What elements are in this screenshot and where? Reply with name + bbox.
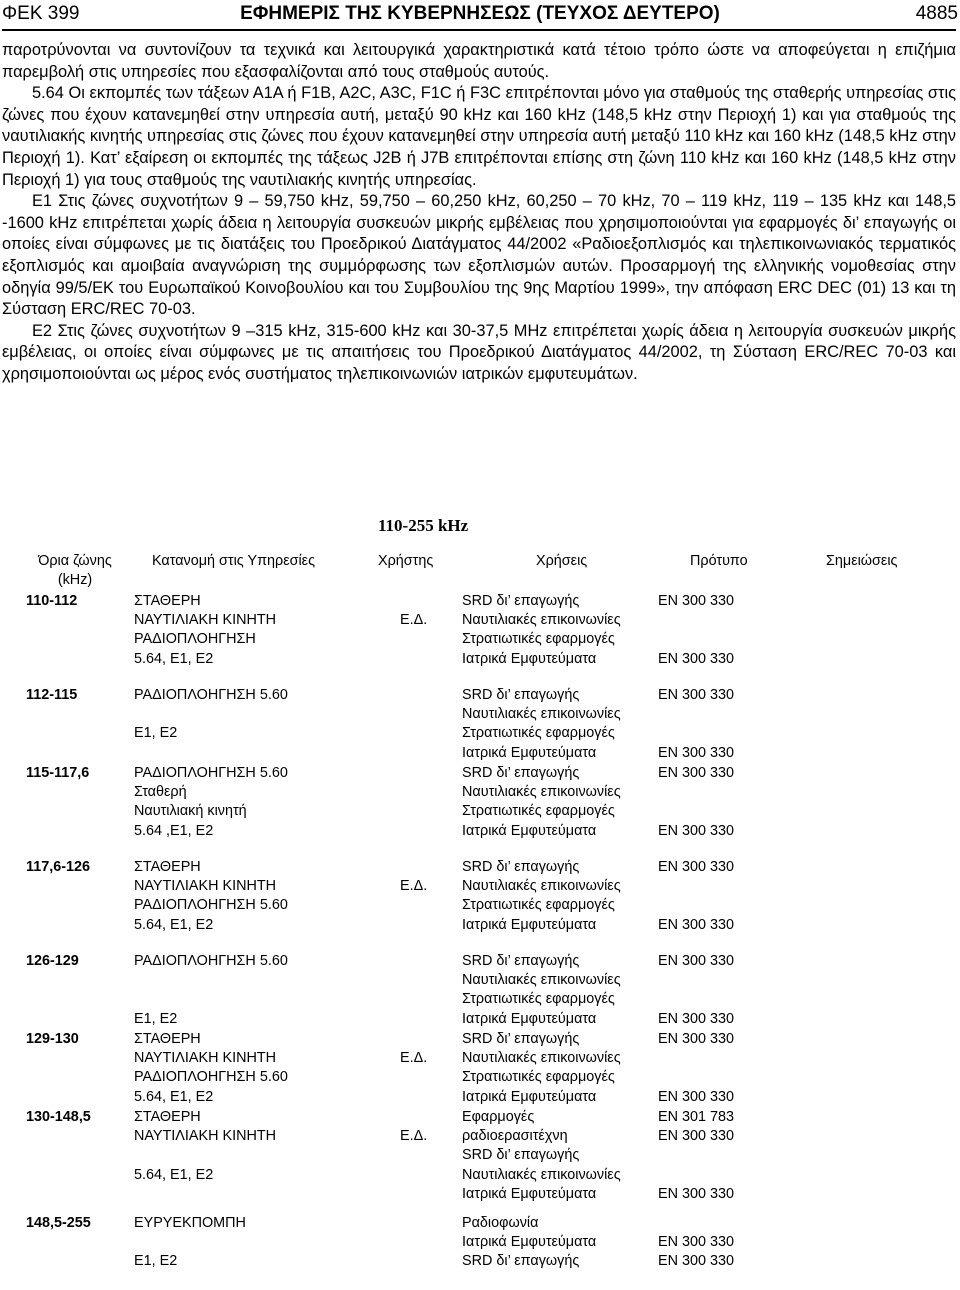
usage-line: Ναυτιλιακές επικοινωνίες (462, 1166, 621, 1183)
service-allocation (134, 952, 288, 1029)
standard-line: EN 300 330 (658, 687, 735, 703)
service-allocation (134, 686, 288, 763)
standard-line: EN 300 330 (658, 1185, 735, 1202)
service-allocation (134, 858, 288, 935)
standard (658, 1030, 734, 1107)
service-allocation-line: ΝΑΥΤΙΛΙΑΚΗ ΚΙΝΗΤΗ (134, 878, 277, 895)
table-row (0, 686, 960, 764)
usage-line: Ιατρικά Εμφυτεύματα (462, 916, 597, 933)
zone-range: 112-115 (26, 687, 78, 703)
table-row (0, 858, 960, 952)
table-row (0, 952, 960, 1030)
service-allocation-line (134, 705, 288, 724)
service-allocation (134, 1030, 288, 1107)
standard-line (658, 877, 734, 896)
standard (658, 764, 734, 841)
standard-line: EN 300 330 (658, 822, 735, 839)
user-line: Ε.Δ. (400, 612, 428, 629)
usage-line: Ναυτιλιακές επικοινωνίες (462, 784, 621, 801)
user (400, 1030, 427, 1068)
usage-line: SRD δι’ επαγωγής (462, 1031, 580, 1047)
service-allocation-line (134, 1233, 246, 1252)
usage-line: Ιατρικά Εμφυτεύματα (462, 1010, 597, 1027)
standard (658, 592, 734, 669)
usage-line: SRD δι’ επαγωγής (462, 859, 580, 875)
paragraph: Ε2 Στις ζώνες συχνοτήτων 9 –315 kHz, 315-600 kHz και 30-37,5 MHz επιτρέπεται χωρίς άδεια η λειτουργία συσκευών μικρής εμβέλειας, οι οποίες είναι σύμφωνες με τις απαιτήσεις του Προεδρικού Διατάγματος 44/2002, τη Σύσταση ERC/REC 70-03 και χρησιμοποιούνται ως μέρος ενός συστήματος τηλεπικοινωνιών ιατρικών εμφυτευμάτων. (2, 321, 956, 383)
service-allocation-line: Ναυτιλιακή κινητή (134, 803, 247, 820)
usage (462, 952, 621, 1029)
zone-range: 115-117,6 (26, 765, 90, 781)
standard-line (658, 1214, 734, 1233)
column-header-notes: Σημειώσεις (826, 553, 898, 569)
header-rule (2, 29, 956, 31)
standard (658, 1214, 734, 1272)
standard-line (658, 783, 734, 802)
user-line (400, 1030, 427, 1049)
usage-line: Στρατιωτικές εφαρμογές (462, 803, 615, 820)
usage-line: SRD δι’ επαγωγής (462, 687, 580, 703)
service-allocation (134, 1108, 276, 1185)
usage-line: SRD δι’ επαγωγής (462, 593, 580, 609)
zone-range: 129-130 (26, 1031, 79, 1047)
standard-line: EN 300 330 (658, 1010, 735, 1027)
usage-line: Ιατρικά Εμφυτεύματα (462, 744, 597, 761)
zone-range: 130-148,5 (26, 1109, 91, 1125)
standard-line (658, 896, 734, 915)
standard-line (658, 1146, 734, 1165)
table-row (0, 592, 960, 686)
usage-line: Ναυτιλιακές επικοινωνίες (462, 612, 621, 629)
service-allocation-line: 5.64, Ε1, Ε2 (134, 650, 214, 667)
standard (658, 686, 734, 763)
usage-line: Εφαρμογές (462, 1109, 535, 1125)
usage (462, 686, 621, 763)
service-allocation (134, 764, 288, 841)
service-allocation (134, 592, 276, 669)
service-allocation-line (134, 990, 288, 1009)
standard-line (658, 611, 734, 630)
standard-line: EN 300 330 (658, 1234, 735, 1251)
standard (658, 952, 734, 1029)
paragraph: 5.64 Οι εκπομπές των τάξεων Α1Α ή F1B, A2C, A3C, F1C ή F3C επιτρέπονται μόνο για σταθμούς της σταθερής υπηρεσίας στις ζώνες που έχουν κατανεμηθεί στην υπηρεσία αυτή, μεταξύ 90 kHz και 160 kHz (148,5 kHz στην Περιοχή 1) και για σταθμούς της ναυτιλιακής κινητής υπηρεσίας στις ζώνες που έχουν κατανεμηθεί στην υπηρεσία αυτή μεταξύ 110 kHz και 160 kHz (148,5 kHz στην Περιοχή 1). Κατ’ εξαίρεση οι εκπομπές της τάξεως J2B ή J7B επιτρέπονται επίσης στη ζώνη 110 kHz και 160 kHz (148,5 kHz στην Περιοχή 1) για τους σταθμούς της ναυτιλιακής κινητής υπηρεσίας. (2, 84, 956, 189)
service-allocation-line: 5.64, Ε1, Ε2 (134, 1088, 214, 1105)
standard (658, 1108, 734, 1204)
service-allocation-line: Ε1, Ε2 (134, 725, 178, 742)
gazette-title: ΕΦΗΜΕΡΙΣ ΤΗΣ ΚΥΒΕΡΝΗΣΕΩΣ (ΤΕΥΧΟΣ ΔΕΥΤΕΡΟ) (240, 3, 720, 24)
standard-line (658, 802, 734, 821)
service-allocation-line: Ε1, Ε2 (134, 1253, 178, 1270)
service-allocation-line (134, 1146, 276, 1165)
usage-line: Ιατρικά Εμφυτεύματα (462, 650, 597, 667)
paragraph: παροτρύνονται να συντονίζουν τα τεχνικά και λειτουργικά χαρακτηριστικά κατά τέτοιο τρόπο ώστε να αποφεύγεται η επιζήμια παρεμβολή στις υπηρεσίες που εξασφαλίζονται από τους σταθμούς αυτούς. (2, 41, 956, 81)
service-allocation-line: ΕΥΡΥΕΚΠΟΜΠΗ (134, 1215, 246, 1231)
user-line: Ε.Δ. (400, 1050, 428, 1067)
user (400, 858, 427, 896)
standard-line: EN 300 330 (658, 1253, 735, 1270)
standard-line: EN 300 330 (658, 1031, 735, 1047)
paragraph: Ε1 Στις ζώνες συχνοτήτων 9 – 59,750 kHz, 59,750 – 60,250 kHz, 60,250 – 70 kHz, 70 – 119 kHz, 119 – 135 kHz και 148,5 -1600 kHz επιτρέπεται χωρίς άδεια η λειτουργία συσκευών μικρής εμβέλειας που χρησιμοποιούνται για εφαρμογές δι’ επαγωγής οι οποίες είναι σύμφωνες με τις διατάξεις του Προεδρικού Διατάγματος 44/2002 «Ραδιοεξοπλισμός και τηλεπικοινωνιακός τερματικός εξοπλισμός και αμοιβαία αναγνώριση της συμμόρφωσης των εξοπλισμών αυτών. Προσαρμογή της ελληνικής νομοθεσίας στην οδηγία 99/5/ΕΚ του Ευρωπαϊκού Κοινοβουλίου και του Συμβουλίου της 9ης Μαρτίου 1999», την απόφαση ERC DEC (01) 13 και τη Σύσταση ERC/REC 70-03. (2, 192, 956, 319)
service-allocation-line: 5.64, Ε1, Ε2 (134, 1166, 214, 1183)
user-line: Ε.Δ. (400, 1128, 428, 1145)
usage-line: SRD δι’ επαγωγής (462, 765, 580, 781)
usage-line: Ναυτιλιακές επικοινωνίες (462, 706, 621, 723)
service-allocation-line: Ε1, Ε2 (134, 1010, 178, 1027)
standard-line: EN 300 330 (658, 744, 735, 761)
service-allocation-line: ΣΤΑΘΕΡΗ (134, 593, 201, 609)
service-allocation-line: ΝΑΥΤΙΛΙΑΚΗ ΚΙΝΗΤΗ (134, 612, 277, 629)
service-allocation-line: 5.64, Ε1, Ε2 (134, 916, 214, 933)
usage-line: ραδιοερασιτέχνη (462, 1128, 568, 1145)
table-header (0, 548, 960, 590)
usage (462, 1108, 621, 1204)
usage-line: Ιατρικά Εμφυτεύματα (462, 822, 597, 839)
body-text (2, 40, 956, 386)
standard (658, 858, 734, 935)
standard-line: EN 300 330 (658, 650, 735, 667)
user-line (400, 858, 427, 877)
service-allocation-line: Σταθερή (134, 784, 187, 801)
column-header-standard: Πρότυπο (690, 553, 748, 569)
user (400, 1108, 427, 1146)
standard-line: EN 300 330 (658, 1088, 735, 1105)
standard-line: EN 301 783 (658, 1109, 735, 1125)
service-allocation-line: ΣΤΑΘΕΡΗ (134, 1109, 201, 1125)
page-number: 4885 (915, 3, 958, 24)
service-allocation-line: ΝΑΥΤΙΛΙΑΚΗ ΚΙΝΗΤΗ (134, 1128, 277, 1145)
standard-line: EN 300 330 (658, 916, 735, 933)
service-allocation-line: ΡΑΔΙΟΠΛΟΗΓΗΣΗ 5.60 (134, 687, 288, 703)
service-allocation-line: ΡΑΔΙΟΠΛΟΗΓΗΣΗ (134, 631, 256, 648)
standard-line (658, 630, 734, 649)
usage-line: SRD δι’ επαγωγής (462, 953, 580, 969)
service-allocation (134, 1214, 246, 1272)
service-allocation-line: ΝΑΥΤΙΛΙΑΚΗ ΚΙΝΗΤΗ (134, 1050, 277, 1067)
standard-line: EN 300 330 (658, 1128, 735, 1145)
standard-line (658, 1166, 734, 1185)
column-header-user: Χρήστης (378, 553, 434, 569)
page-header (2, 4, 958, 28)
usage-line: Ιατρικά Εμφυτεύματα (462, 1088, 597, 1105)
usage-line: Στρατιωτικές εφαρμογές (462, 725, 615, 742)
standard-line: EN 300 330 (658, 593, 735, 609)
usage (462, 764, 621, 841)
service-allocation-line: ΡΑΔΙΟΠΛΟΗΓΗΣΗ 5.60 (134, 953, 288, 969)
standard-line (658, 1068, 734, 1087)
service-allocation-line: ΡΑΔΙΟΠΛΟΗΓΗΣΗ 5.60 (134, 897, 288, 914)
user (400, 592, 427, 630)
service-allocation-line: ΡΑΔΙΟΠΛΟΗΓΗΣΗ 5.60 (134, 1069, 288, 1086)
table-row (0, 1108, 960, 1214)
usage-line: SRD δι’ επαγωγής (462, 1253, 580, 1270)
usage-line: SRD δι’ επαγωγής (462, 1147, 580, 1164)
user-line (400, 592, 427, 611)
service-allocation-line (134, 971, 288, 990)
zone-range: 110-112 (26, 593, 78, 609)
zone-range: 117,6-126 (26, 859, 91, 875)
standard-line (658, 705, 734, 724)
column-header-uses: Χρήσεις (536, 553, 588, 569)
service-allocation-line: ΡΑΔΙΟΠΛΟΗΓΗΣΗ 5.60 (134, 765, 288, 781)
standard-line (658, 971, 734, 990)
usage-line: Ιατρικά Εμφυτεύματα (462, 1185, 597, 1202)
user-line (400, 1108, 427, 1127)
standard-line: EN 300 330 (658, 859, 735, 875)
standard-line: EN 300 330 (658, 953, 735, 969)
usage-line: Στρατιωτικές εφαρμογές (462, 1069, 615, 1086)
usage-line: Ραδιοφωνία (462, 1215, 539, 1231)
usage-line: Ναυτιλιακές επικοινωνίες (462, 972, 621, 989)
standard-line (658, 1049, 734, 1068)
standard-line (658, 990, 734, 1009)
frequency-allocation-table (0, 548, 960, 1270)
standard-line: EN 300 330 (658, 765, 735, 781)
table-row (0, 764, 960, 858)
usage-line: Στρατιωτικές εφαρμογές (462, 991, 615, 1008)
usage-line: Ναυτιλιακές επικοινωνίες (462, 1050, 621, 1067)
standard-line (658, 724, 734, 743)
table-row (0, 1214, 960, 1290)
usage (462, 858, 621, 935)
column-header-services: Κατανομή στις Υπηρεσίες (152, 553, 316, 569)
service-allocation-line: ΣΤΑΘΕΡΗ (134, 859, 201, 875)
column-header-zone: Όρια ζώνης (kHz) (38, 553, 112, 589)
table-caption: 110-255 kHz (378, 516, 469, 535)
usage (462, 1214, 596, 1272)
user-line: Ε.Δ. (400, 878, 428, 895)
issue-number: ΦΕΚ 399 (2, 3, 80, 24)
service-allocation-line: ΣΤΑΘΕΡΗ (134, 1031, 201, 1047)
usage-line: Ναυτιλιακές επικοινωνίες (462, 878, 621, 895)
usage-line: Ιατρικά Εμφυτεύματα (462, 1234, 597, 1251)
service-allocation-line: 5.64 ,Ε1, Ε2 (134, 822, 214, 839)
service-allocation-line (134, 744, 288, 763)
usage (462, 592, 621, 669)
zone-range: 148,5-255 (26, 1215, 91, 1231)
table-row (0, 1030, 960, 1108)
zone-range: 126-129 (26, 953, 79, 969)
usage-line: Στρατιωτικές εφαρμογές (462, 631, 615, 648)
usage (462, 1030, 621, 1107)
usage-line: Στρατιωτικές εφαρμογές (462, 897, 615, 914)
